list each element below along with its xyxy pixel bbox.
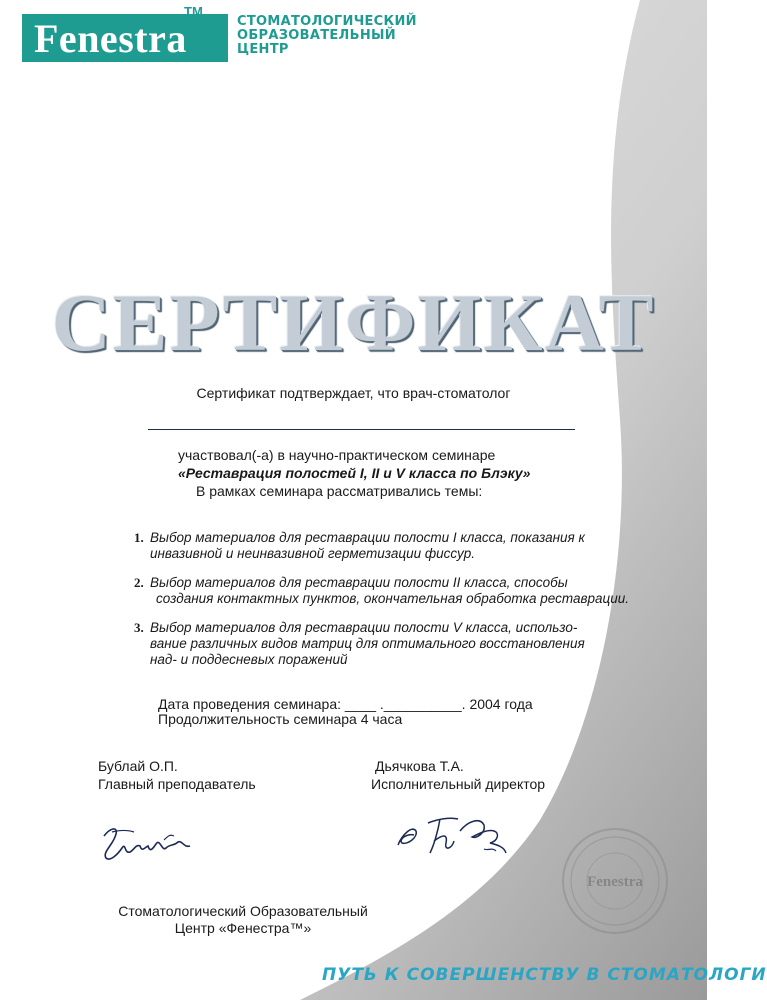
seminar-duration: Продолжительность семинара 4 часа [158,711,403,727]
recipient-name-line [148,429,575,430]
seminar-title: «Реставрация полостей I, II и V класса по Блэку» [178,465,531,481]
topic-line: Выбор материалов для реставрации полости II класса, способы [150,575,568,590]
topic-line: инвазивной и неинвазивной герметизации фиссур. [150,546,476,561]
logo-text: Fenestra [34,15,187,61]
topic-line: над- и поддесневых поражений [150,652,348,667]
signatory-right [371,757,545,793]
topic-number: 3. [134,620,144,635]
topic-number: 1. [134,530,144,545]
org-line-1: СТОМАТОЛОГИЧЕСКИЙ [237,14,417,29]
stamp-text: Fenestra [587,874,643,890]
org-line-2: ОБРАЗОВАТЕЛЬНЫЙ [237,28,396,43]
topic-line: Выбор материалов для реставрации полости I класса, показания к [150,530,585,545]
topic-line: Выбор материалов для реставрации полости V класса, использо- [150,620,578,635]
certificate-title: СЕРТИФИКАТ [51,277,656,368]
signatory-name: Дьячкова Т.А. [375,758,464,774]
signatory-role: Исполнительный директор [371,776,546,792]
topics-intro: В рамках семинара рассматривались темы: [196,483,483,499]
signatory-left [98,757,256,793]
topic-line: создания контактных пунктов, окончательная обработка реставрации. [156,591,630,606]
signatory-role: Главный преподаватель [98,776,256,792]
brand-logo [22,14,228,62]
logo-trademark: TM [184,4,203,19]
topic-item [134,575,630,607]
signature-right-image [388,805,518,865]
org-subtitle [237,15,417,57]
signature-left-image [94,818,204,868]
topic-item [134,620,585,668]
topic-item [134,530,585,562]
seminar-date: Дата проведения семинара: ____ .__________. 2004 года [158,696,533,712]
footer-org-line-2: Центр «Фенестра™» [174,920,312,936]
topic-number: 2. [134,575,144,590]
org-line-3: ЦЕНТР [237,42,289,57]
confirm-text: Сертификат подтверждает, что врач-стоматолог [196,385,511,401]
topic-line: вание различных видов матриц для оптимального восстановления [150,636,585,651]
footer-org-line-1: Стоматологический Образовательный [118,903,368,919]
signatory-name: Бублай О.П. [98,758,178,774]
participated-text: участвовал(-а) в научно-практическом семинаре [178,447,496,463]
stamp-seal [540,826,690,936]
footer-organization [102,903,384,937]
motto-banner: ПУТЬ К СОВЕРШЕНСТВУ В СТОМАТОЛОГИ [322,965,767,985]
